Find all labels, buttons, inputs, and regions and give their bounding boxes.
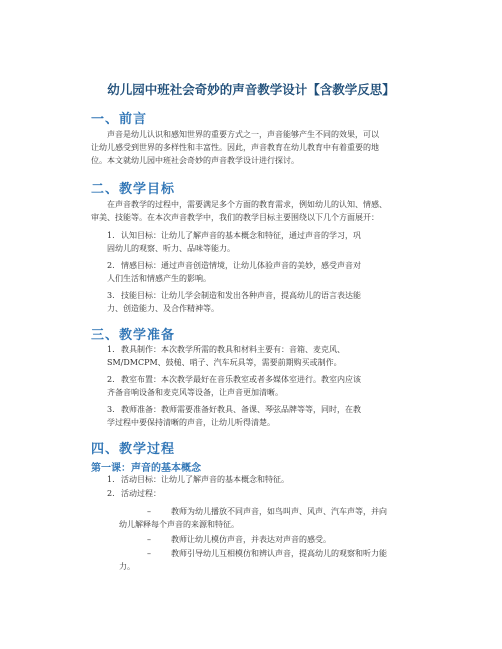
text-line: SM/DMCPM、鼓槌、哨子、汽车玩具等，需要前期购买或制作。 [107, 358, 342, 367]
section-heading-preparation: 三、教学准备 [91, 328, 176, 343]
item-number: 1. [107, 345, 115, 354]
text-line: 情感目标：通过声音创造情境，让幼儿体验声音的美妙，感受声音对 [121, 261, 361, 270]
section-heading-objectives: 二、教学目标 [91, 182, 176, 197]
text-line: 固幼儿的观察、听力、品味等能力。 [107, 244, 235, 253]
item-number: 2. [107, 375, 115, 384]
text-line: 认知目标：让幼儿了解声音的基本概念和特征，通过声音的学习，巩 [121, 231, 361, 240]
text-line: 齐备音响设备和麦克风等设备，让声音更加清晰。 [107, 388, 283, 397]
section-heading-preface: 一、前言 [91, 112, 148, 127]
text-line: 学过程中要保持清晰的声音，让幼儿听得清楚。 [107, 418, 275, 427]
text-line: 位。本文就幼儿园中班社会奇妙的声音教学设计进行探讨。 [91, 156, 299, 165]
list-item [91, 343, 421, 369]
text-line: 声音是幼儿认识和感知世界的重要方式之一，声音能够产生不同的效果，可以 [107, 130, 379, 139]
dash-bullet: – [147, 507, 151, 516]
text-line: 教具制作：本次教学所需的教具和材料主要有：音箱、麦克风、 [121, 345, 345, 354]
list-item [91, 373, 421, 399]
text-line: 教师准备：教师需要准备好教具、备课、琴弦品牌等等，同时，在教 [121, 405, 361, 414]
text-line: 力。 [119, 562, 135, 571]
text-line: 教室布置：本次教学最好在音乐教室或者多媒体室进行。教室内应该 [121, 375, 361, 384]
text-line: 让幼儿感受到世界的多样性和丰富性。因此，声音教育在幼儿教育中有着重要的地 [91, 143, 379, 152]
objectives-paragraph [91, 198, 421, 224]
list-item [91, 229, 421, 255]
preface-paragraph [91, 128, 421, 167]
section-heading-process: 四、教学过程 [91, 442, 176, 457]
text-line: 在声音教学的过程中，需要满足多个方面的教育需求，例如幼儿的认知、情感、 [107, 200, 387, 209]
dash-bullet: – [147, 535, 151, 544]
list-item [91, 473, 421, 486]
sub-list-item [119, 547, 425, 573]
list-item [91, 289, 421, 315]
item-number: 2. [107, 489, 115, 498]
item-number: 2. [107, 261, 115, 270]
item-number: 3. [107, 405, 115, 414]
text-line: 活动目标：让幼儿了解声音的基本概念和特征。 [121, 475, 289, 484]
text-line: 教师让幼儿模仿声音，并表达对声音的感受。 [171, 535, 331, 544]
text-line: 人们生活和情感产生的影响。 [107, 274, 211, 283]
dash-bullet: – [147, 549, 151, 558]
sub-list-item [119, 505, 425, 531]
item-number: 1. [107, 475, 115, 484]
text-line: 幼儿解释每个声音的来源和特征。 [119, 520, 239, 529]
sub-list-item [145, 533, 425, 546]
list-item [91, 259, 421, 285]
text-line: 活动过程： [121, 489, 161, 498]
item-number: 1. [107, 231, 115, 240]
document-title: 幼儿园中班社会奇妙的声音教学设计【含教学反思】 [107, 82, 395, 97]
item-number: 3. [107, 291, 115, 300]
text-line: 教师引导幼儿互相模仿和辨认声音，提高幼儿的观察和听力能 [171, 549, 387, 558]
text-line: 教师为幼儿播放不同声音，如鸟叫声、风声、汽车声等，并向 [171, 507, 387, 516]
text-line: 力、创造能力、及合作精神等。 [107, 304, 219, 313]
lesson-heading: 第一课：声音的基本概念 [91, 463, 201, 474]
text-line: 审美、技能等。在本次声音教学中，我们的教学目标主要围绕以下几个方面展开： [91, 213, 379, 222]
text-line: 技能目标：让幼儿学会制造和发出各种声音，提高幼儿的语言表达能 [121, 291, 361, 300]
list-item [91, 487, 421, 500]
list-item [91, 403, 421, 429]
